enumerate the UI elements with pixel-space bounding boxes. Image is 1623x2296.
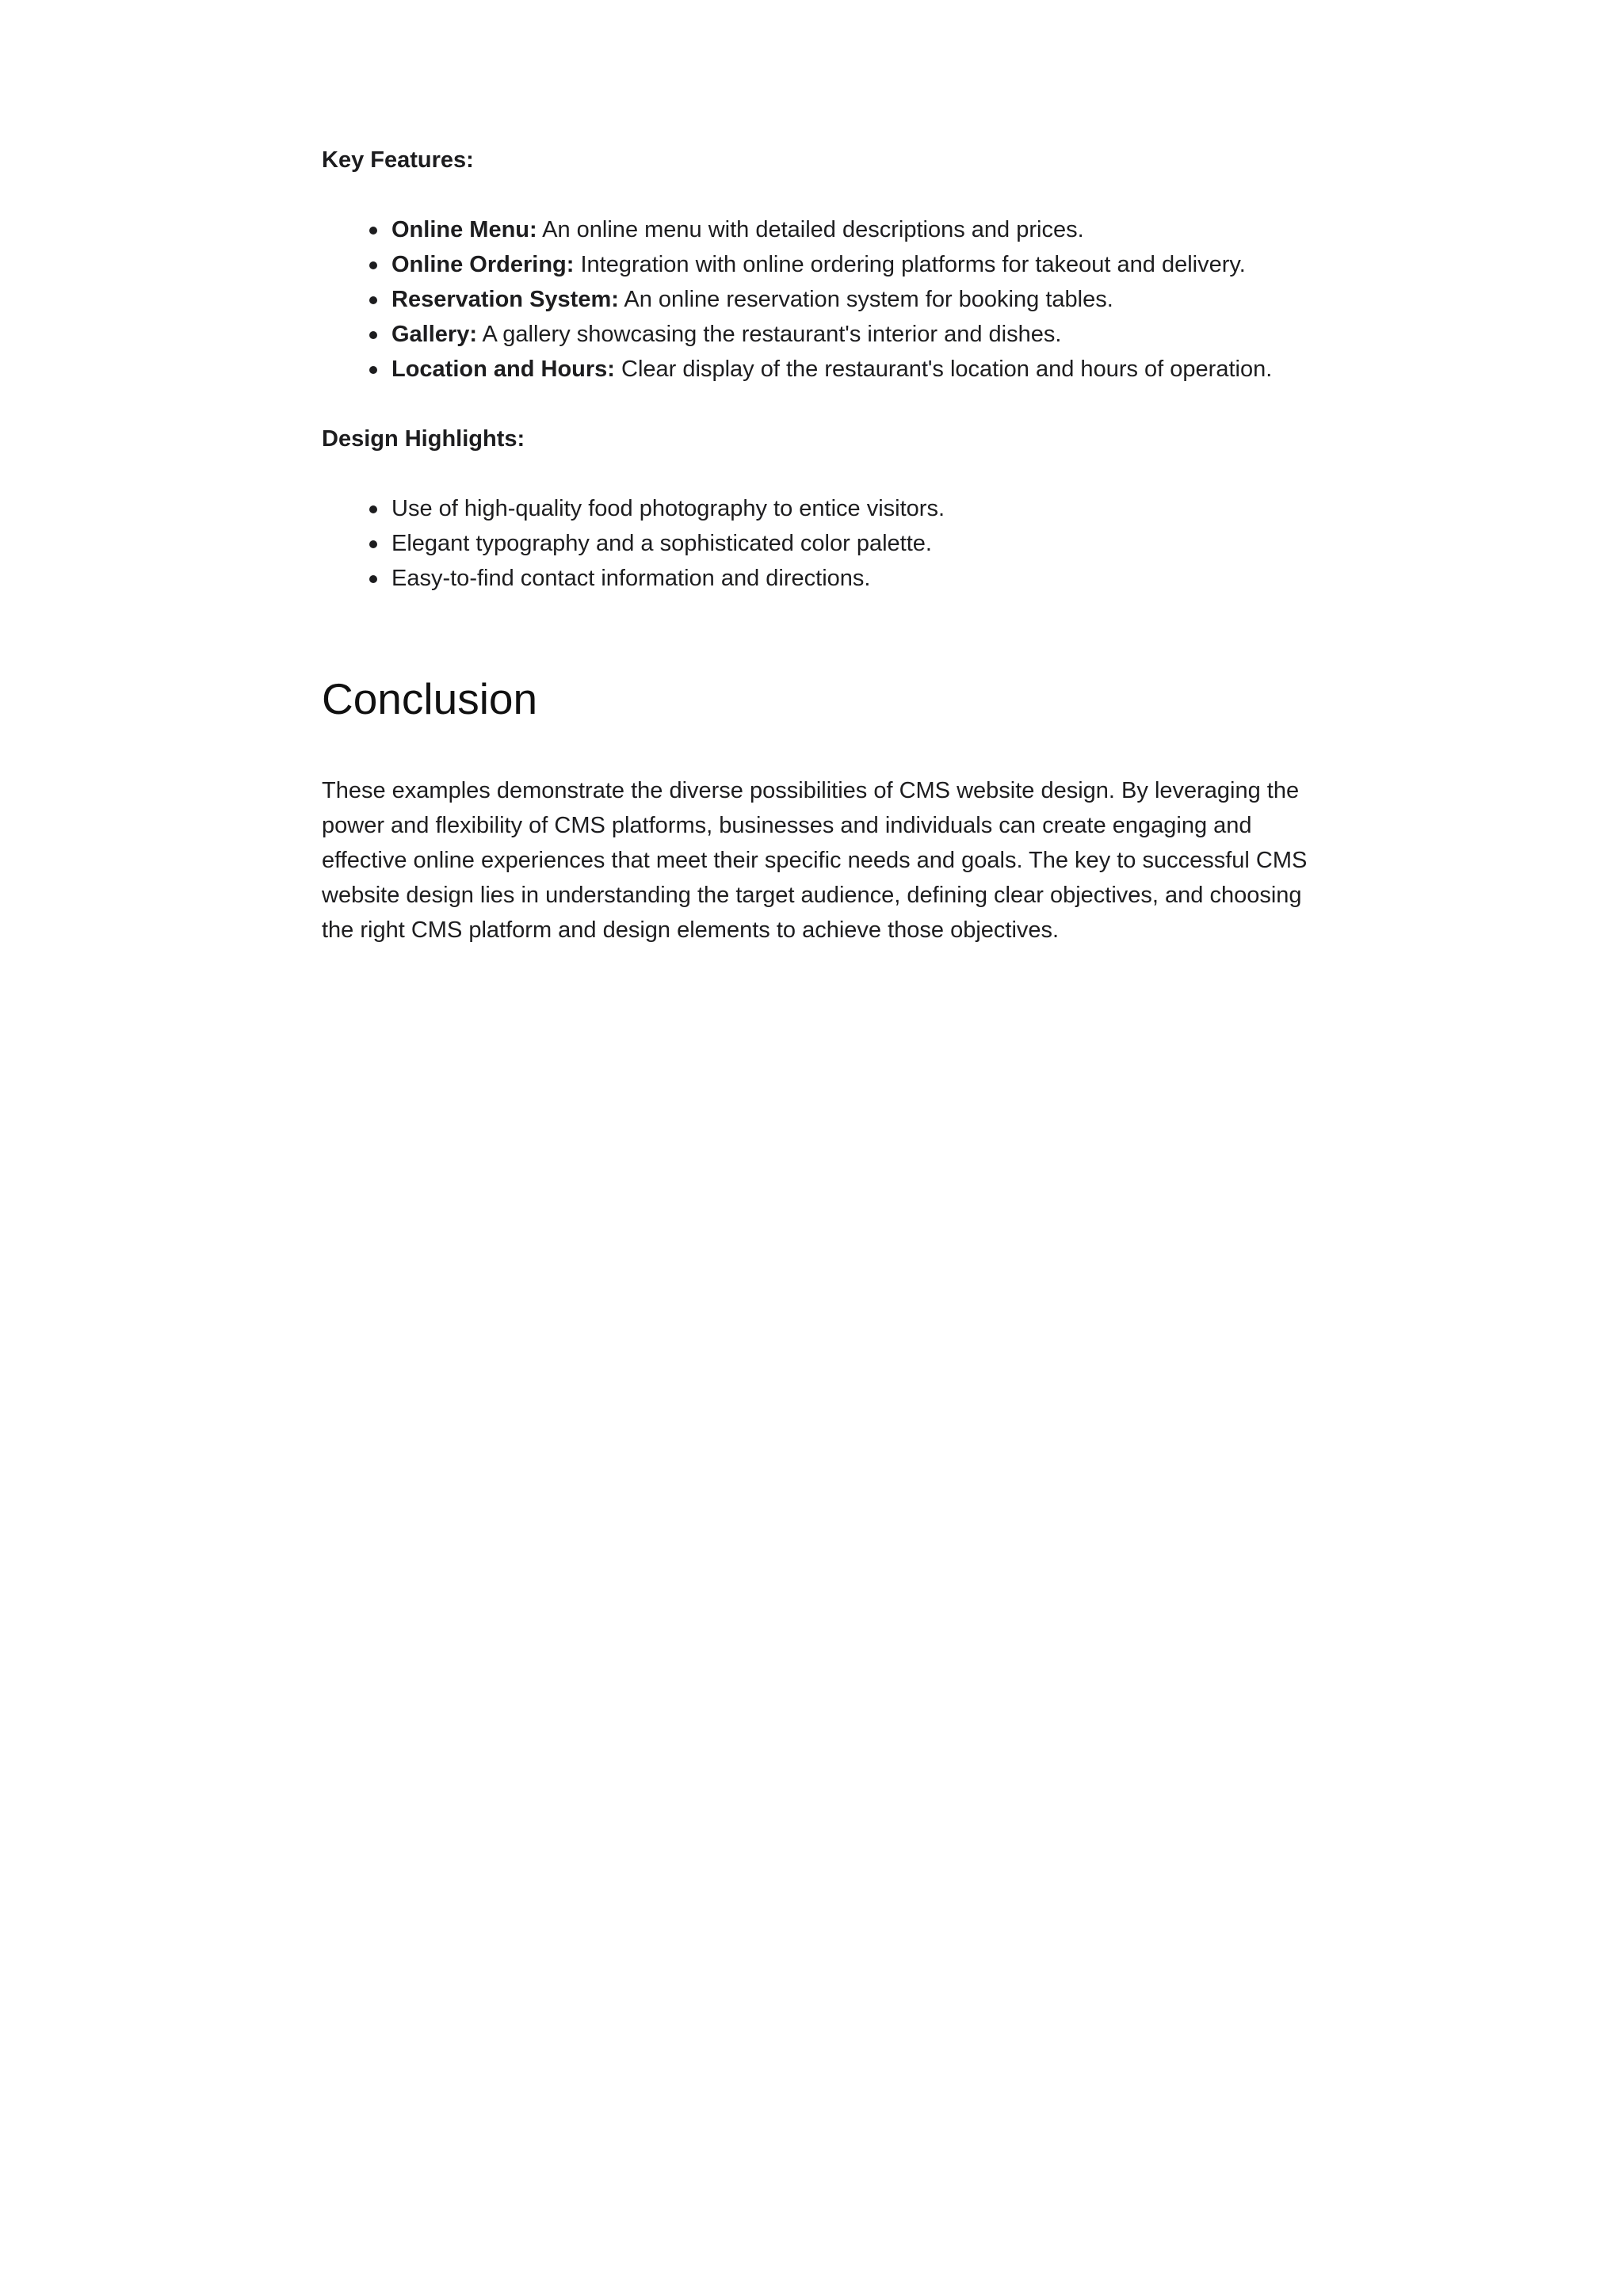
list-item bbox=[366, 317, 1312, 352]
conclusion-heading: Conclusion bbox=[322, 674, 538, 723]
design-highlights-list bbox=[322, 491, 1312, 596]
document-page bbox=[322, 143, 1312, 948]
feature-title: Online Menu: bbox=[391, 217, 537, 242]
list-item bbox=[366, 212, 1312, 247]
key-features-list bbox=[322, 212, 1312, 387]
design-highlights-heading: Design Highlights: bbox=[322, 426, 525, 452]
feature-text: Clear display of the restaurant's location and hours of operation. bbox=[621, 357, 1273, 382]
list-item: Use of high-quality food photography to entice visitors. bbox=[366, 491, 1312, 526]
list-item: Easy-to-find contact information and directions. bbox=[366, 561, 1312, 596]
feature-text: An online reservation system for booking tables. bbox=[624, 287, 1113, 312]
feature-title: Gallery: bbox=[391, 322, 477, 347]
list-item: Elegant typography and a sophisticated color palette. bbox=[366, 526, 1312, 561]
feature-text: A gallery showcasing the restaurant's interior and dishes. bbox=[482, 322, 1062, 347]
feature-title: Reservation System: bbox=[391, 287, 619, 312]
key-features-heading: Key Features: bbox=[322, 147, 474, 173]
conclusion-paragraph: These examples demonstrate the diverse possibilities of CMS website design. By leveraging the power and flexibility of CMS platforms, businesses and individuals can create engaging and effective online experiences that meet their specific needs and goals. The key to successful CMS website design lies in understanding the target audience, defining clear objectives, and choosing the right CMS platform and design elements to achieve those objectives. bbox=[322, 778, 1308, 943]
feature-text: An online menu with detailed descriptions and prices. bbox=[542, 217, 1084, 242]
feature-title: Online Ordering: bbox=[391, 252, 575, 277]
feature-text: Integration with online ordering platforms for takeout and delivery. bbox=[580, 252, 1246, 277]
list-item bbox=[366, 247, 1312, 282]
list-item bbox=[366, 352, 1312, 387]
feature-title: Location and Hours: bbox=[391, 357, 615, 382]
list-item bbox=[366, 282, 1312, 317]
